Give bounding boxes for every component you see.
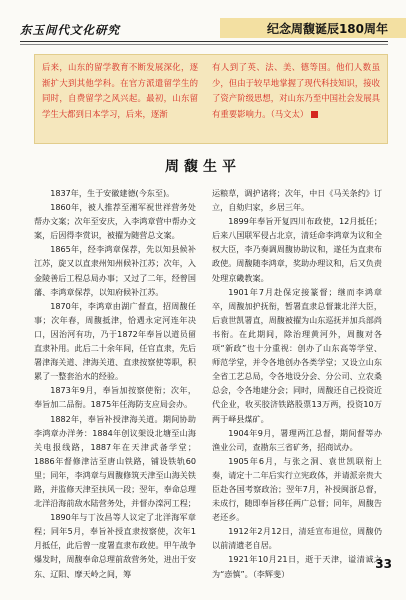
header-rule-thin [20,44,388,45]
paragraph: 1890年与丁汝昌等人议定了北洋海军章程；同年5月，奉旨补授直隶按察使，次年1月抵任，此后曾一度署直隶布政使。甲午战争爆发时，周馥奉命总理前敌营务处，进出于安东、辽阳、摩天岭之间，筹 [34,512,196,579]
paragraph: 1899年奉旨开复四川布政使，12月抵任；后来八国联军侵占北京，清廷命李鸿章为议和全权大臣，李乃奏调周馥协助议和，遂任为直隶布政使。周馥随李鸿章，奖助办理议和，后又负责处理京畿教案。 [212,216,382,283]
paragraph: 1901年7月赴保定接篆督；继而李鸿章卒，周馥加护抚衔，暂署直隶总督兼北洋大臣，后袁世凯署直，周馥被擢为山东巡抚并加兵部尚书衔。在此期间，除治理黄河外，周馥对各项“新政”也十分重视：创办了山东高等学堂、师范学堂，并令各地创办各类学堂；又设立山东全省工艺总局，令各地设分会、分公司、立农桑总会，令各地建分会；同时，周馥还自己投资近代企业，收买胶济铁路股票13万两，投资10万两于峄县煤矿。 [212,286,382,424]
end-square-icon [311,111,318,118]
paragraph: 1860年，被人推荐至湘军祝世祥营务处帮办文案；次年至安庆，入李鸿章营中帮办文案，后因得李赏识，被擢为随营总文案。 [34,202,196,241]
page-number: 33 [375,557,392,571]
journal-title: 东玉间代文化研究 [20,23,120,37]
left-column [34,186,196,581]
paragraph: 1882年，奉旨补授津海关道。期间协助李鸿章办洋务：1884年创议架设北塘至山海关电报线路，1887年在天津武备学堂；1886年督修津沽至唐山铁路，铺设铁轨60里；同年，李鸿章与周馥修筑天津至山海关铁路，并监修天津至扶风一段；翌年，奉命总理北洋沿海前敌水陆营务处，并督办滦河工程； [34,413,196,509]
header-rule [20,41,388,42]
header-banner: 纪念周馥诞辰180周年 [266,22,388,36]
paragraph: 1921年10月21日，逝于天津，谥清诚之为“悫慎”。（李辉斐） [212,554,382,579]
paragraph: 1905年6月，与张之洞、袁世凯联衔上奏，请定十二年后实行立宪政体，并请派亲贵大臣赴各国考察政治；翌年7月，补授闽浙总督，未成行，随即奉旨移任两广总督；同年，周馥告老还乡。 [212,455,382,523]
paragraph: 1904年9月，署理两江总督，期间督等办渔业公司，查勘东三省矿务，招商试办。 [212,427,382,452]
paragraph: 1865年，经李鸿章保荐，先以知县候补江苏，旋又以直隶州知州候补江苏；次年，入金陵善后工程总局办事；又过了二年，经曾国藩、李鸿章保荐，以知府候补江苏。 [34,244,196,297]
intro-right: 有人到了英、法、美、德等国。他们人数虽少，但由于较早地掌握了现代科技知识，接收了资产阶级思想，对山东乃至中国社会发展具有重要影响力。（马文太） [212,62,380,119]
intro-right-text [212,60,380,122]
intro-left-text [42,60,198,122]
intro-left: 后来，山东的留学教育不断发展深化，逐渐扩大到其他学科。在官方派遣留学生的同时，自费留学之风兴起。最初，山东留学生大都到日本学习，后来，逐渐 [42,62,198,119]
paragraph: 1837年，生于安徽建德(今东至)。 [50,188,175,198]
paragraph: 1873年9月，奉旨加按察使衔；次年，奉旨加二品衔。1875年任海防支应局会办。 [34,385,196,410]
paragraph: 运粮草，调护诸将；次年，中日《马关条约》订立，自劾归家，乡居三年。 [212,188,382,213]
paragraph: 1912年2月12日，清廷宣布退位，周馥仍以前清遗老自居。 [212,526,382,551]
section-title: 周馥生平 [165,159,241,175]
paragraph: 1870年，李鸿章由湖广督直，招周馥任事；次年春，周馥抵津，恰遇永定河连年决口，因治河有功，乃于1872年奉旨以道员留直隶补用。此后二十余年间，任官直隶，先后署津海关道、津海关道、直隶按察使等职，积累了一整套治水的经验。 [34,300,196,382]
right-column [212,186,382,581]
